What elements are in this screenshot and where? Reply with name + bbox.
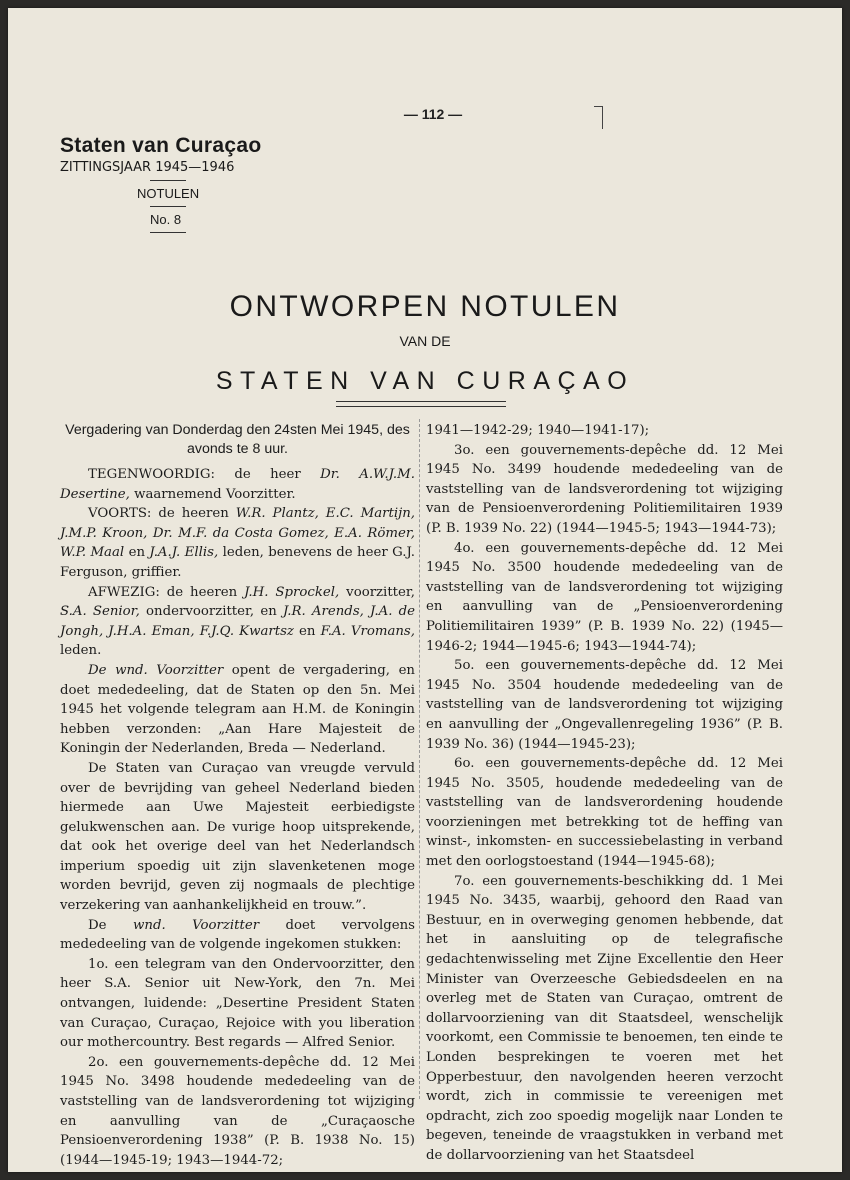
column-divider xyxy=(419,419,420,1099)
text-span: voorzitter, xyxy=(339,584,415,600)
title-staten: STATEN VAN CURAÇAO xyxy=(215,367,635,395)
title-van-de: VAN DE xyxy=(399,333,451,349)
left-column xyxy=(60,421,415,1170)
masthead-rule xyxy=(150,206,186,207)
paragraph-telegram: De Staten van Curaçao van vreugde vervuld over de bevrijding van geheel Nederland bieden hiermede aan Uwe Majesteit eerbiedigste gelukwenschen aan. De vurige hoop uitsprekende, dat ook het overige deel van het Nederlandsch imperium spoedig uit zijn slavenketenen moge worden bevrijd, geven zij nogmaals de plechtige verzekering van aanhankelijkheid en trouw.”. xyxy=(60,760,415,914)
text-span: en xyxy=(293,623,321,639)
masthead-title: Staten van Curaçao xyxy=(60,134,262,157)
text-span: Dr. A.W.J.M. Desertine, xyxy=(60,467,415,502)
masthead xyxy=(60,134,290,238)
corner-mark xyxy=(594,106,603,129)
text-span: en xyxy=(124,545,150,561)
paragraph-continuation: 1941—1942-29; 1940—1941-17); xyxy=(426,423,650,438)
text-span: doet vervolgens mededeeling van de volgende ingekomen stukken: xyxy=(60,917,415,953)
right-column xyxy=(426,421,783,1166)
paragraph-item-7: 7o. een gouvernements-beschikking dd. 1 Mei 1945 No. 3435, waarbij, gehoord den Raad van Bestuur, en in overweging genomen hebbende, dat het in aansluiting op de telegrafische gedachtenwisseling met Zijne Excellentie den Heer Minister van Overzeesche Gebiedsdeelen en na overleg met de Staten van Curaçao, omtrent de dollarvoorziening van dit Staatsdeel, wenschelijk voorkomt, een Commissie te benoemen, ten einde te Londen besprekingen te voeren met het Opperbestuur, den navolgenden heeren verzocht wordt, zich in commissie te vereenigen met opdracht, zich zoo spoedig mogelijk naar Londen te begeven, teneinde de vraagstukken in verband met de dollarvoorziening van het Staatsdeel xyxy=(426,873,783,1163)
page-number: — 112 — xyxy=(403,106,463,122)
text-span: S.A. Senior, xyxy=(60,604,140,620)
text-span: De wnd. Voorzitter xyxy=(88,662,224,678)
text-span: J.R. Arends, J.A. de Jongh, J.H.A. Eman, F.J.Q. Kwartsz xyxy=(60,604,415,639)
text-span: TEGENWOORDIG: de heer xyxy=(88,467,321,482)
title-double-rule xyxy=(336,401,506,407)
paragraph-item-3: 3o. een gouvernements-depêche dd. 12 Mei 1945 No. 3499 houdende mededeeling van de vaststelling van de landsverordening tot wijziging van de Pensioenverordening Politiemilitairen 1939 (P. B. 1939 No. 22) (1944—1945-5; 1943—1944-73); xyxy=(426,442,783,536)
text-span: leden, benevens de heer G.J. Ferguson, griffier. xyxy=(60,545,416,580)
paragraph-item-1: 1o. een telegram van den Ondervoorzitter, den heer S.A. Senior uit New-York, den 7n. Mei ontvangen, luidende: „Desertine President Staten van Curaçao, Curaçao, Rejoice with you liberation our mothercountry. Best regards — Alfred Senior. xyxy=(60,956,415,1051)
text-span: VOORTS: de heeren xyxy=(88,506,236,522)
masthead-number: No. 8 xyxy=(150,212,182,227)
masthead-notulen: NOTULEN xyxy=(137,186,200,201)
text-span: wnd. Voorzitter xyxy=(133,917,260,933)
paragraph-afwezig xyxy=(60,583,415,661)
text-span: waarnemend Voorzitter. xyxy=(129,486,296,502)
paragraph-item-4: 4o. een gouvernements-depêche dd. 12 Mei 1945 No. 3500 houdende mededeeling van de vaststelling van de landsverordening tot wijziging en aanvulling van de „Pensioenverordening Politiemilitairen 1939” (P. B. 1939 No. 22) (1945—1946-2; 1944—1945-6; 1943—1944-74); xyxy=(426,540,783,654)
text-span: ondervoorzitter, en xyxy=(139,604,283,620)
paragraph-opening xyxy=(60,661,415,759)
text-span: F.A. Vromans, xyxy=(320,623,415,639)
text-span: AFWEZIG: de heeren xyxy=(88,584,245,600)
text-span: De xyxy=(88,917,133,933)
paragraph-further xyxy=(60,916,415,955)
text-span: leden. xyxy=(60,643,102,659)
text-span: J.A.J. Ellis, xyxy=(149,545,219,561)
text-span: opent de vergadering, en doet mededeeling, dat de Staten op den 5n. Mei 1945 het volgende telegram aan H.M. de Koningin hebben verzonden: „Aan Hare Majesteit de Koningin der Nederlanden, Breda — Nederland. xyxy=(60,662,415,757)
document-page xyxy=(8,8,842,1172)
page-title: ONTWORPEN NOTULEN xyxy=(229,290,621,323)
text-span: W.R. Plantz, E.C. Martijn, J.M.P. Kroon, Dr. M.F. da Costa Gomez, E.A. Römer, W.P. Maal xyxy=(60,506,415,561)
meeting-heading: Vergadering van Donderdag den 24sten Mei 1945, des avonds te 8 uur. xyxy=(65,422,410,457)
masthead-session: ZITTINGSJAAR 1945—1946 xyxy=(60,160,235,175)
text-span: J.H. Sprockel, xyxy=(244,584,340,600)
paragraph-voorts xyxy=(60,504,415,582)
paragraph-item-5: 5o. een gouvernements-depêche dd. 12 Mei 1945 No. 3504 houdende mededeeling van de vaststelling van de landsverordening tot wijziging en aanvulling der „Ongevallenregeling 1936” (P. B. 1939 No. 36) (1944—1945-23); xyxy=(426,658,783,752)
masthead-rule xyxy=(150,180,186,181)
paragraph-item-6: 6o. een gouvernements-depêche dd. 12 Mei 1945 No. 3505, houdende mededeeling van de vaststelling van de landsverordening houdende voorzieningen met betrekking tot de heffing van winst-, inkomsten- en successiebelasting in verband met den oorlogstoestand (1944—1945-68); xyxy=(426,756,783,870)
masthead-rule xyxy=(150,232,186,233)
paragraph-tegenwoordig xyxy=(60,465,415,504)
paragraph-item-2: 2o. een gouvernements-depêche dd. 12 Mei 1945 No. 3498 houdende mededeeling van de vaststelling van de landsverordening tot wijziging en aanvulling van de „Curaçaosche Pensioenverordening 1938” (P. B. 1938 No. 15) (1944—1945-19; 1943—1944-72; xyxy=(60,1054,415,1168)
